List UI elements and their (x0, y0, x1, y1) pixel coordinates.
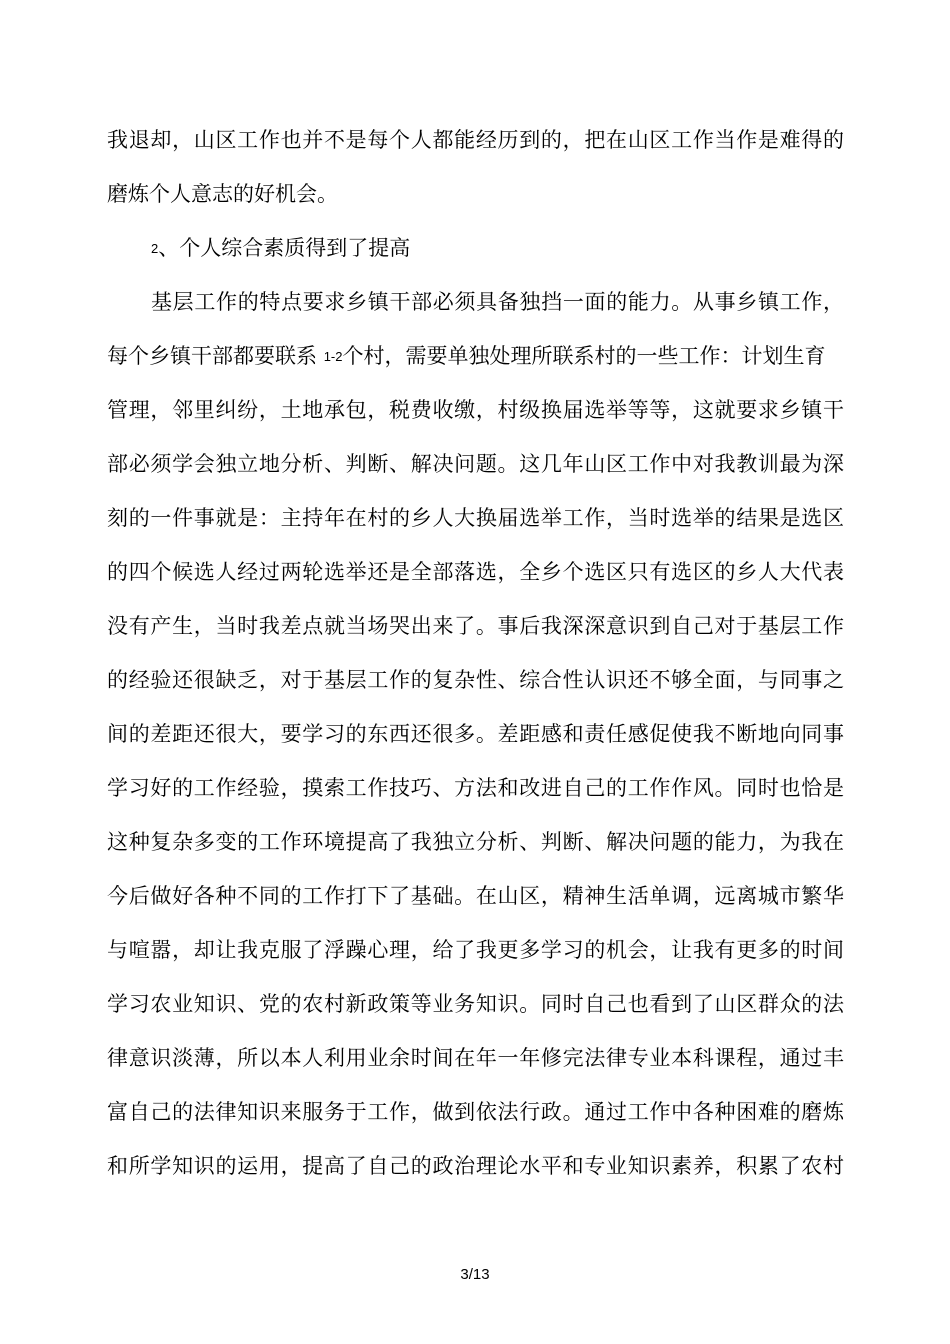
paragraph-line-8: 刻的一件事就是：主持年在村的乡人大换届选举工作，当时选举的结果是选区 (107, 506, 844, 530)
paragraph-line-11: 的经验还很缺乏，对于基层工作的复杂性、综合性认识还不够全面，与同事之 (107, 668, 844, 692)
paragraph-line-2: 磨炼个人意志的好机会。 (107, 182, 338, 206)
paragraph-line-15: 今后做好各种不同的工作打下了基础。在山区，精神生活单调，远离城市繁华 (107, 884, 844, 908)
paragraph-line-20: 和所学知识的运用，提高了自己的政治理论水平和专业知识素养，积累了农村 (107, 1154, 844, 1178)
paragraph-line-13: 学习好的工作经验，摸索工作技巧、方法和改进自己的工作作风。同时也恰是 (107, 776, 844, 800)
page-number: 3/13 (460, 1266, 490, 1283)
paragraph-line-5-prefix: 每个乡镇干部都要联系 (107, 344, 324, 368)
paragraph-line-9: 的四个候选人经过两轮选举还是全部落选，全乡个选区只有选区的乡人大代表 (107, 560, 844, 584)
section-heading-text: 、个人综合素质得到了提高 (158, 236, 411, 260)
paragraph-line-5-rest: 个村，需要单独处理所联系村的一些工作：计划生育 (342, 344, 826, 368)
paragraph-line-19: 富自己的法律知识来服务于工作，做到依法行政。通过工作中各种困难的磨炼 (107, 1100, 844, 1124)
paragraph-line-17: 学习农业知识、党的农村新政策等业务知识。同时自己也看到了山区群众的法 (107, 992, 844, 1016)
paragraph-line-10: 没有产生，当时我差点就当场哭出来了。事后我深深意识到自己对于基层工作 (107, 614, 844, 638)
paragraph-line-18: 律意识淡薄，所以本人利用业余时间在年一年修完法律专业本科课程，通过丰 (107, 1046, 844, 1070)
paragraph-line-5 (107, 344, 825, 370)
section-heading (151, 236, 410, 262)
paragraph-line-14: 这种复杂多变的工作环境提高了我独立分析、判断、解决问题的能力，为我在 (107, 830, 844, 854)
village-range-number: 1-2 (323, 349, 343, 364)
paragraph-line-4: 基层工作的特点要求乡镇干部必须具备独挡一面的能力。从事乡镇工作， (151, 290, 844, 314)
paragraph-line-7: 部必须学会独立地分析、判断、解决问题。这几年山区工作中对我教训最为深 (107, 452, 844, 476)
paragraph-line-12: 间的差距还很大，要学习的东西还很多。差距感和责任感促使我不断地向同事 (107, 722, 844, 746)
paragraph-line-16: 与喧嚣，却让我克服了浮躁心理，给了我更多学习的机会，让我有更多的时间 (107, 938, 844, 962)
paragraph-line-6: 管理，邻里纠纷，土地承包，税费收缴，村级换届选举等等，这就要求乡镇干 (107, 398, 844, 422)
paragraph-line-1: 我退却，山区工作也并不是每个人都能经历到的，把在山区工作当作是难得的 (107, 128, 844, 152)
section-heading-number: 2 (151, 241, 159, 256)
